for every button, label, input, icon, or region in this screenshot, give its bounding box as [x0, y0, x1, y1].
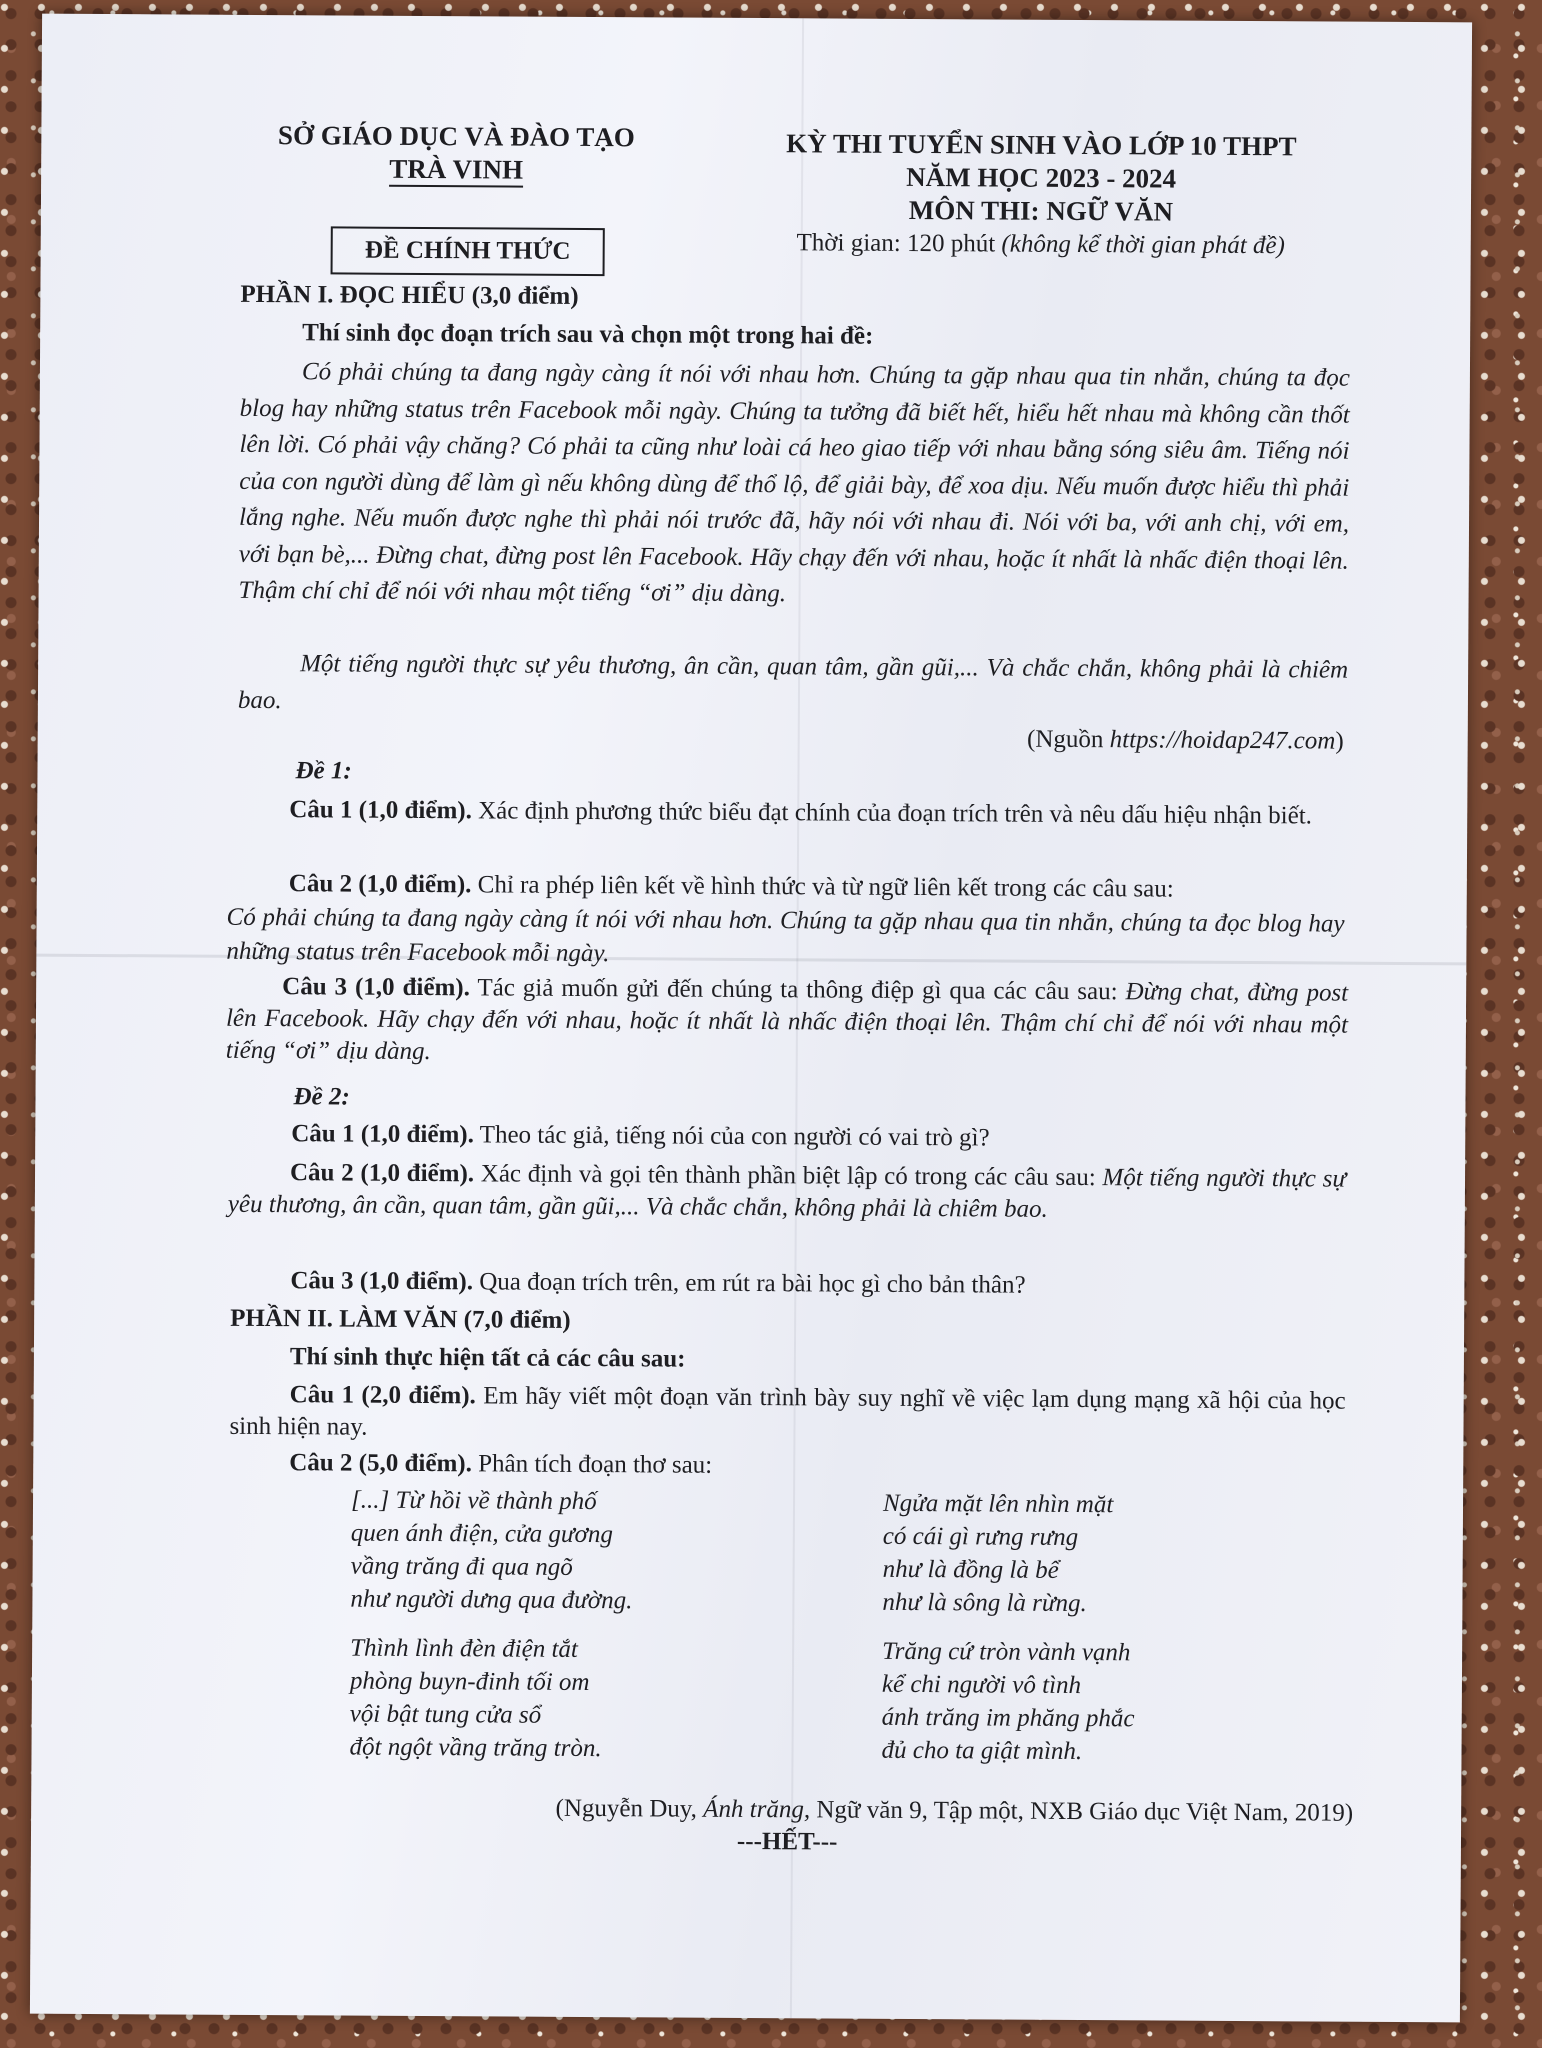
exam-paper [30, 14, 1472, 2023]
poem-line: Ngửa mặt lên nhìn mặt [882, 1489, 1114, 1519]
poem-citation-prefix: (Nguyễn Duy, [555, 1794, 704, 1823]
part2-instruction: Thí sinh thực hiện tất cả các câu sau: [289, 1343, 686, 1373]
exam-time-label: Thời gian: 120 phút [796, 229, 996, 258]
exam-time-note: (không kể thời gian phát đề) [1001, 230, 1285, 260]
poem-left-stanza-1 [350, 1484, 633, 1618]
de2-q2-quote: Một tiếng người thực sự yêu thương, ân cần, quan tâm, gần gũi,... Và chắc chắn, không phải là chiêm bao. [227, 1164, 1347, 1223]
part2-title: PHẦN II. LÀM VĂN (7,0 điểm) [230, 1304, 571, 1334]
exam-content [30, 14, 1472, 2023]
poem-right-stanza-1 [882, 1487, 1113, 1620]
poem-line: [...] Từ hồi về thành phố [350, 1486, 597, 1516]
poem-line: đủ cho ta giật mình. [881, 1736, 1083, 1766]
exam-time [731, 229, 1351, 261]
de1-question-3 [226, 971, 1349, 1074]
poem-line: Trăng cứ tròn vành vạnh [882, 1637, 1131, 1667]
de1-question-1 [227, 795, 1345, 832]
de2-label: Đề 2: [293, 1083, 350, 1111]
de1-label: Đề 1: [295, 757, 352, 785]
poem-line: như là sông là rừng. [882, 1588, 1087, 1618]
poem-line: đột ngột vầng trăng tròn. [349, 1733, 602, 1763]
poem-line: vầng trăng đi qua ngõ [350, 1552, 573, 1581]
passage-paragraph-2 [238, 646, 1348, 726]
de1-question-2 [226, 867, 1345, 976]
part2-q1-head: Câu 1 (2,0 điểm). [289, 1381, 476, 1410]
de2-q1-head: Câu 1 (1,0 điểm). [291, 1120, 475, 1149]
de1-q2-head: Câu 2 (1,0 điểm). [288, 870, 472, 899]
de1-q2-quote: Có phải chúng ta đang ngày càng ít nói với nhau hơn. Chúng ta gặp nhau qua tin nhắn, chúng ta đọc blog hay những status trên Facebook mỗi ngày. [226, 903, 1345, 968]
poem-citation-title: Ánh trăng, [703, 1795, 811, 1824]
passage-paragraph-1-text: Có phải chúng ta đang ngày càng ít nói với nhau hơn. Chúng ta gặp nhau qua tin nhắn, chúng ta đọc blog hay những status trên Facebook mỗi ngày. Chúng ta tưởng đã biết hết, hiểu hết nhau mà không cần thốt lên lời. Có phải vậy chăng? Có phải ta cũng như loài cá heo giao tiếp với nhau bằng sóng siêu âm. Tiếng nói của con người dùng để làm gì nếu không dùng để thổ lộ, để giải bày, để xoa dịu. Nếu muốn được hiểu thì phải lắng nghe. Nếu muốn được nghe thì phải nói trước đã, hãy nói với nhau đi. Nói với ba, với anh chị, với em, với bạn bè,... Đừng chat, đừng post lên Facebook. Hãy chạy đến với nhau, hoặc ít nhất là nhấc điện thoại lên. Thậm chí chỉ để nói với nhau một tiếng “ơi” dịu dàng. [238, 358, 1351, 608]
part1-instruction: Thí sinh đọc đoạn trích sau và chọn một trong hai đề: [302, 319, 874, 350]
part2-question-2 [289, 1449, 712, 1480]
poem-right-stanza-2 [881, 1635, 1135, 1769]
school-year: NĂM HỌC 2023 - 2024 [906, 161, 1177, 194]
de2-q1-text: Theo tác giả, tiếng nói của con người có vai trò gì? [473, 1121, 990, 1152]
province-name-text: TRÀ VINH [389, 154, 523, 188]
part1-title: PHẦN I. ĐỌC HIỂU (3,0 điểm) [240, 280, 579, 310]
de2-question-1 [291, 1120, 990, 1152]
de2-question-2 [228, 1157, 1346, 1228]
passage-paragraph-1 [238, 354, 1350, 616]
de2-question-3 [290, 1267, 1025, 1299]
poem-line: có cái gì rưng rưng [882, 1522, 1079, 1552]
passage-paragraph-2-text: Một tiếng người thực sự yêu thương, ân cần, quan tâm, gần gũi,... Và chắc chắn, không phải là chiêm bao. [237, 650, 1349, 714]
de1-q2-text: Chỉ ra phép liên kết về hình thức và từ ngữ liên kết trong các câu sau: [471, 871, 1174, 903]
part2-question-1 [229, 1379, 1345, 1450]
de2-q2-head: Câu 2 (1,0 điểm). [289, 1159, 475, 1188]
de2-q2-text: Xác định và gọi tên thành phần biệt lập có trong các câu sau: [474, 1160, 1103, 1192]
official-exam-box: ĐỀ CHÍNH THỨC [331, 226, 605, 276]
de1-q3-quote: Đừng chat, đừng post lên Facebook. Hãy chạy đến với nhau, hoặc ít nhất là nhấc điện thoại lên. Thậm chí chỉ để nói với nhau một tiếng “ơi” dịu dàng. [225, 978, 1349, 1066]
poem-line: kể chi người vô tình [881, 1670, 1082, 1700]
poem-citation-suffix: Ngữ văn 9, Tập một, NXB Giáo dục Việt Nam, 2019) [810, 1796, 1354, 1827]
passage-source-prefix: (Nguồn [1026, 725, 1110, 754]
part2-q2-head: Câu 2 (5,0 điểm). [289, 1449, 472, 1478]
end-marker: ---HẾT--- [736, 1827, 838, 1856]
poem-line: Thình lình đèn điện tắt [350, 1634, 579, 1663]
de1-q3-head: Câu 3 (1,0 điểm). [282, 973, 470, 1002]
poem-line: vội bật tung cửa sổ [349, 1700, 542, 1729]
department-name: SỞ GIÁO DỤC VÀ ĐÀO TẠO [277, 120, 635, 153]
de2-q3-head: Câu 3 (1,0 điểm). [290, 1267, 474, 1296]
exam-subject: MÔN THI: NGỮ VĂN [908, 194, 1174, 227]
poem-line: phòng buyn-đinh tối om [349, 1667, 590, 1697]
passage-source-url: https://hoidap247.com [1109, 726, 1336, 755]
poem-line: ánh trăng im phăng phắc [881, 1703, 1135, 1733]
de1-q3-text: Tác giả muốn gửi đến chúng ta thông điệp gì qua các câu sau: [469, 974, 1126, 1006]
passage-source-suffix: ) [1335, 727, 1344, 755]
part2-q2-text: Phân tích đoạn thơ sau: [471, 1450, 713, 1479]
poem-line: như là đồng là bể [882, 1555, 1059, 1584]
de2-q3-text: Qua đoạn trích trên, em rút ra bài học gì cho bản thân? [472, 1268, 1026, 1299]
exam-title: KỲ THI TUYỂN SINH VÀO LỚP 10 THPT [786, 128, 1297, 162]
poem-line: như người dưng qua đường. [350, 1585, 633, 1615]
passage-source [1027, 726, 1344, 756]
de1-q1-text: Xác định phương thức biểu đạt chính của đoạn trích trên và nêu dấu hiệu nhận biết. [471, 797, 1313, 830]
province-name [246, 153, 666, 187]
de1-q1-head: Câu 1 (1,0 điểm). [289, 796, 472, 825]
poem-left-stanza-2 [349, 1632, 602, 1766]
poem-line: quen ánh điện, cửa gương [350, 1519, 614, 1549]
part2-q1-text: Em hãy viết một đoạn văn trình bày suy nghĩ về việc lạm dụng mạng xã hội của học sinh hiện nay. [229, 1382, 1346, 1441]
poem-citation [555, 1795, 1353, 1828]
